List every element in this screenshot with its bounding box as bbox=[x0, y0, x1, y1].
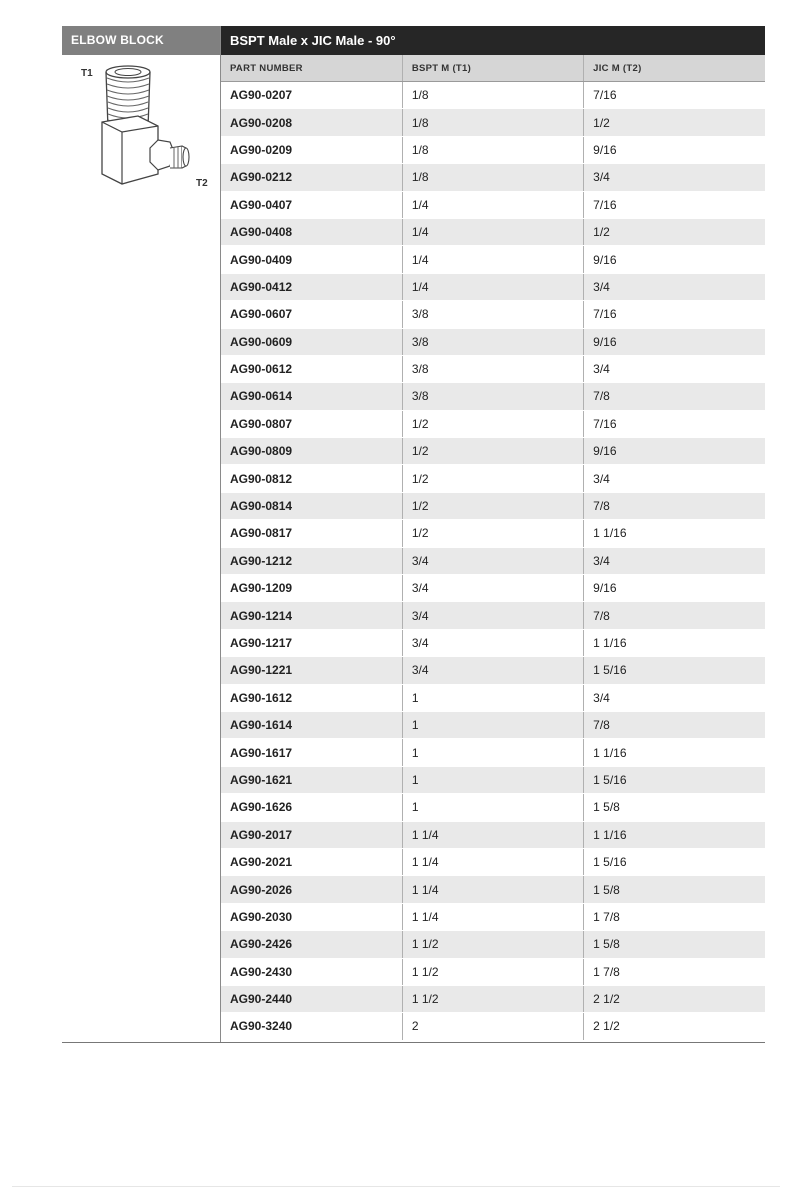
part-number-cell: AG90-0412 bbox=[221, 273, 402, 300]
parts-table bbox=[221, 55, 765, 1041]
table-title: BSPT Male x JIC Male - 90° bbox=[221, 26, 765, 55]
t2-label: T2 bbox=[196, 178, 208, 189]
table-row bbox=[221, 958, 765, 985]
table-row bbox=[221, 876, 765, 903]
part-number-cell: AG90-1626 bbox=[221, 794, 402, 821]
elbow-fitting-icon bbox=[62, 56, 220, 196]
part-number-cell: AG90-0409 bbox=[221, 246, 402, 273]
part-number-cell: AG90-0612 bbox=[221, 355, 402, 382]
part-number-cell: AG90-1221 bbox=[221, 657, 402, 684]
table-row bbox=[221, 766, 765, 793]
part-number-cell: AG90-3240 bbox=[221, 1013, 402, 1040]
bspt-size-cell: 3/8 bbox=[402, 328, 583, 355]
jic-size-cell: 7/16 bbox=[584, 82, 765, 109]
table-row bbox=[221, 136, 765, 163]
table-row bbox=[221, 821, 765, 848]
part-number-cell: AG90-2021 bbox=[221, 848, 402, 875]
bspt-size-cell: 1/8 bbox=[402, 164, 583, 191]
table-row bbox=[221, 164, 765, 191]
jic-size-cell: 1 7/8 bbox=[584, 958, 765, 985]
part-number-cell: AG90-2030 bbox=[221, 903, 402, 930]
jic-size-cell: 7/16 bbox=[584, 410, 765, 437]
table-row bbox=[221, 657, 765, 684]
jic-size-cell: 1 7/8 bbox=[584, 903, 765, 930]
bspt-size-cell: 2 bbox=[402, 1013, 583, 1040]
bspt-size-cell: 3/4 bbox=[402, 629, 583, 656]
part-number-cell: AG90-0609 bbox=[221, 328, 402, 355]
jic-size-cell: 7/8 bbox=[584, 711, 765, 738]
bspt-size-cell: 1/4 bbox=[402, 218, 583, 245]
table-row bbox=[221, 629, 765, 656]
bspt-size-cell: 1 1/4 bbox=[402, 848, 583, 875]
table-row bbox=[221, 492, 765, 519]
table-row bbox=[221, 794, 765, 821]
bspt-size-cell: 1/4 bbox=[402, 273, 583, 300]
table-row bbox=[221, 191, 765, 218]
bspt-size-cell: 1 1/2 bbox=[402, 931, 583, 958]
bspt-size-cell: 1/2 bbox=[402, 410, 583, 437]
part-number-cell: AG90-2426 bbox=[221, 931, 402, 958]
jic-size-cell: 9/16 bbox=[584, 136, 765, 163]
table-row bbox=[221, 520, 765, 547]
part-number-cell: AG90-1612 bbox=[221, 684, 402, 711]
part-number-cell: AG90-0614 bbox=[221, 383, 402, 410]
part-number-cell: AG90-1614 bbox=[221, 711, 402, 738]
part-number-cell: AG90-2017 bbox=[221, 821, 402, 848]
part-number-cell: AG90-2430 bbox=[221, 958, 402, 985]
jic-size-cell: 2 1/2 bbox=[584, 1013, 765, 1040]
jic-size-cell: 1 1/16 bbox=[584, 629, 765, 656]
elbow-fitting-figure bbox=[62, 56, 220, 196]
table-row bbox=[221, 575, 765, 602]
bspt-size-cell: 1 1/4 bbox=[402, 821, 583, 848]
bspt-size-cell: 3/4 bbox=[402, 657, 583, 684]
table-row bbox=[221, 438, 765, 465]
page-footer-rule bbox=[12, 1186, 780, 1187]
jic-size-cell: 7/8 bbox=[584, 383, 765, 410]
bspt-size-cell: 1/8 bbox=[402, 82, 583, 109]
table-row bbox=[221, 301, 765, 328]
bspt-size-cell: 3/8 bbox=[402, 383, 583, 410]
table-row bbox=[221, 684, 765, 711]
bspt-size-cell: 1 bbox=[402, 766, 583, 793]
column-header-bspt: BSPT M (T1) bbox=[402, 55, 583, 82]
parts-table-panel bbox=[221, 26, 765, 1041]
bspt-size-cell: 1 bbox=[402, 684, 583, 711]
part-number-cell: AG90-0209 bbox=[221, 136, 402, 163]
part-number-cell: AG90-0809 bbox=[221, 438, 402, 465]
jic-size-cell: 1/2 bbox=[584, 109, 765, 136]
table-row bbox=[221, 711, 765, 738]
bspt-size-cell: 3/8 bbox=[402, 355, 583, 382]
jic-size-cell: 3/4 bbox=[584, 273, 765, 300]
table-row bbox=[221, 410, 765, 437]
table-header-row bbox=[221, 55, 765, 82]
jic-size-cell: 9/16 bbox=[584, 575, 765, 602]
jic-size-cell: 1 5/8 bbox=[584, 876, 765, 903]
table-row bbox=[221, 109, 765, 136]
jic-size-cell: 7/16 bbox=[584, 191, 765, 218]
part-number-cell: AG90-0408 bbox=[221, 218, 402, 245]
jic-size-cell: 7/16 bbox=[584, 301, 765, 328]
jic-size-cell: 3/4 bbox=[584, 465, 765, 492]
part-number-cell: AG90-0208 bbox=[221, 109, 402, 136]
part-number-cell: AG90-1217 bbox=[221, 629, 402, 656]
part-number-cell: AG90-1209 bbox=[221, 575, 402, 602]
part-number-cell: AG90-0814 bbox=[221, 492, 402, 519]
table-row bbox=[221, 1013, 765, 1040]
table-bottom-rule bbox=[62, 1042, 765, 1043]
jic-size-cell: 3/4 bbox=[584, 547, 765, 574]
part-number-cell: AG90-1617 bbox=[221, 739, 402, 766]
column-header-part-number: PART NUMBER bbox=[221, 55, 402, 82]
part-number-cell: AG90-0407 bbox=[221, 191, 402, 218]
bspt-size-cell: 1 1/4 bbox=[402, 903, 583, 930]
jic-size-cell: 1 5/16 bbox=[584, 657, 765, 684]
bspt-size-cell: 3/4 bbox=[402, 602, 583, 629]
table-row bbox=[221, 218, 765, 245]
part-number-cell: AG90-0607 bbox=[221, 301, 402, 328]
t1-label: T1 bbox=[81, 68, 93, 79]
table-row bbox=[221, 547, 765, 574]
table-row bbox=[221, 985, 765, 1012]
category-column bbox=[62, 26, 221, 1043]
bspt-size-cell: 1 bbox=[402, 711, 583, 738]
table-row bbox=[221, 848, 765, 875]
bspt-size-cell: 1/2 bbox=[402, 465, 583, 492]
jic-size-cell: 9/16 bbox=[584, 246, 765, 273]
bspt-size-cell: 1 1/2 bbox=[402, 958, 583, 985]
table-row bbox=[221, 739, 765, 766]
jic-size-cell: 1 5/8 bbox=[584, 931, 765, 958]
bspt-size-cell: 1/4 bbox=[402, 191, 583, 218]
jic-size-cell: 7/8 bbox=[584, 492, 765, 519]
bspt-size-cell: 3/4 bbox=[402, 547, 583, 574]
jic-size-cell: 9/16 bbox=[584, 328, 765, 355]
bspt-size-cell: 3/8 bbox=[402, 301, 583, 328]
part-number-cell: AG90-0807 bbox=[221, 410, 402, 437]
bspt-size-cell: 1 1/4 bbox=[402, 876, 583, 903]
jic-size-cell: 2 1/2 bbox=[584, 985, 765, 1012]
part-number-cell: AG90-0817 bbox=[221, 520, 402, 547]
bspt-size-cell: 1/8 bbox=[402, 136, 583, 163]
category-header: ELBOW BLOCK bbox=[62, 26, 220, 55]
bspt-size-cell: 1/2 bbox=[402, 438, 583, 465]
bspt-size-cell: 3/4 bbox=[402, 575, 583, 602]
jic-size-cell: 1 1/16 bbox=[584, 520, 765, 547]
table-row bbox=[221, 355, 765, 382]
bspt-size-cell: 1 1/2 bbox=[402, 985, 583, 1012]
jic-size-cell: 7/8 bbox=[584, 602, 765, 629]
jic-size-cell: 3/4 bbox=[584, 164, 765, 191]
part-number-cell: AG90-0207 bbox=[221, 82, 402, 109]
jic-size-cell: 1/2 bbox=[584, 218, 765, 245]
table-row bbox=[221, 602, 765, 629]
table-row bbox=[221, 931, 765, 958]
part-number-cell: AG90-1212 bbox=[221, 547, 402, 574]
jic-size-cell: 1 1/16 bbox=[584, 739, 765, 766]
table-row bbox=[221, 328, 765, 355]
jic-size-cell: 1 5/16 bbox=[584, 766, 765, 793]
table-row bbox=[221, 383, 765, 410]
bspt-size-cell: 1/2 bbox=[402, 492, 583, 519]
bspt-size-cell: 1/2 bbox=[402, 520, 583, 547]
jic-size-cell: 1 5/16 bbox=[584, 848, 765, 875]
column-header-jic: JIC M (T2) bbox=[584, 55, 765, 82]
bspt-size-cell: 1 bbox=[402, 739, 583, 766]
part-number-cell: AG90-0812 bbox=[221, 465, 402, 492]
jic-size-cell: 1 1/16 bbox=[584, 821, 765, 848]
part-number-cell: AG90-2440 bbox=[221, 985, 402, 1012]
bspt-size-cell: 1/8 bbox=[402, 109, 583, 136]
table-row bbox=[221, 246, 765, 273]
bspt-size-cell: 1/4 bbox=[402, 246, 583, 273]
table-row bbox=[221, 903, 765, 930]
part-number-cell: AG90-1214 bbox=[221, 602, 402, 629]
jic-size-cell: 1 5/8 bbox=[584, 794, 765, 821]
table-row bbox=[221, 273, 765, 300]
jic-size-cell: 9/16 bbox=[584, 438, 765, 465]
jic-size-cell: 3/4 bbox=[584, 684, 765, 711]
part-number-cell: AG90-0212 bbox=[221, 164, 402, 191]
part-number-cell: AG90-2026 bbox=[221, 876, 402, 903]
table-row bbox=[221, 82, 765, 109]
table-row bbox=[221, 465, 765, 492]
part-number-cell: AG90-1621 bbox=[221, 766, 402, 793]
bspt-size-cell: 1 bbox=[402, 794, 583, 821]
jic-size-cell: 3/4 bbox=[584, 355, 765, 382]
